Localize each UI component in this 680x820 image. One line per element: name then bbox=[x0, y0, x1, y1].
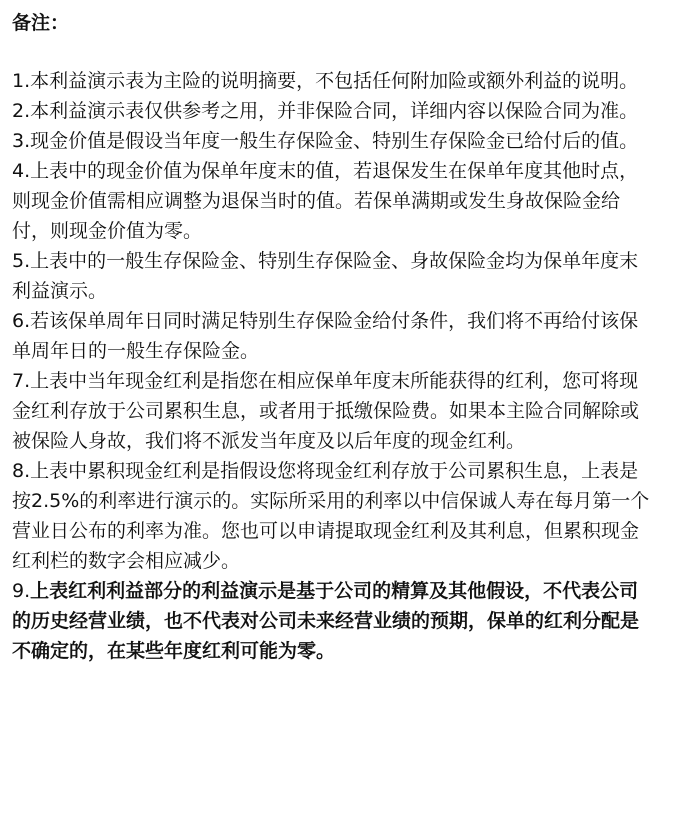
note-text: 本利益演示表仅供参考之用，并非保险合同，详细内容以保险合同为准。 bbox=[30, 100, 639, 122]
note-text: 本利益演示表为主险的说明摘要，不包括任何附加险或额外利益的说明。 bbox=[30, 70, 639, 92]
note-text: 上表中累积现金红利是指假设您将现金红利存放于公司累积生息，上表是按2.5%的利率进行演示的。实际所采用的利率以中信保诚人寿在每月第一个营业日公布的利率为准。您也可以申请提取现金红利及其利息，但累积现金红利栏的数字会相应减少。 bbox=[12, 460, 650, 572]
note-text: 上表中当年现金红利是指您在相应保单年度末所能获得的红利，您可将现金红利存放于公司累积生息，或者用于抵缴保险费。如果本主险合同解除或被保险人身故，我们将不派发当年度及以后年度的现金红利。 bbox=[12, 370, 640, 452]
note-number: 8. bbox=[12, 460, 31, 482]
note-item-9 bbox=[12, 576, 652, 666]
note-item-3 bbox=[12, 126, 652, 156]
note-number: 3. bbox=[12, 130, 31, 152]
note-text: 若该保单周年日同时满足特别生存保险金给付条件，我们将不再给付该保单周年日的一般生存保险金。 bbox=[12, 310, 639, 362]
note-number: 1. bbox=[12, 70, 31, 92]
note-item-6 bbox=[12, 306, 652, 366]
note-number: 2. bbox=[12, 100, 31, 122]
note-item-4 bbox=[12, 156, 652, 246]
note-number: 7. bbox=[12, 370, 31, 392]
note-text: 现金价值是假设当年度一般生存保险金、特别生存保险金已给付后的值。 bbox=[30, 130, 639, 152]
note-item-7 bbox=[12, 366, 652, 456]
note-item-1 bbox=[12, 66, 652, 96]
note-item-8 bbox=[12, 456, 652, 576]
note-item-5 bbox=[12, 246, 652, 306]
note-text-bold: 上表红利利益部分的利益演示是基于公司的精算及其他假设，不代表公司的历史经营业绩，也不代表对公司未来经营业绩的预期，保单的红利分配是不确定的，在某些年度红利可能为零。 bbox=[12, 580, 640, 662]
note-text: 上表中的一般生存保险金、特别生存保险金、身故保险金均为保单年度末利益演示。 bbox=[12, 250, 639, 302]
note-number: 6. bbox=[12, 310, 31, 332]
note-number: 4. bbox=[12, 160, 31, 182]
note-text: 上表中的现金价值为保单年度末的值，若退保发生在保单年度其他时点，则现金价值需相应调整为退保当时的值。若保单满期或发生身故保险金给付，则现金价值为零。 bbox=[12, 160, 639, 242]
note-number: 9. bbox=[12, 580, 31, 602]
note-item-2 bbox=[12, 96, 652, 126]
note-number: 5. bbox=[12, 250, 31, 272]
notes-title: 备注： bbox=[12, 12, 70, 34]
